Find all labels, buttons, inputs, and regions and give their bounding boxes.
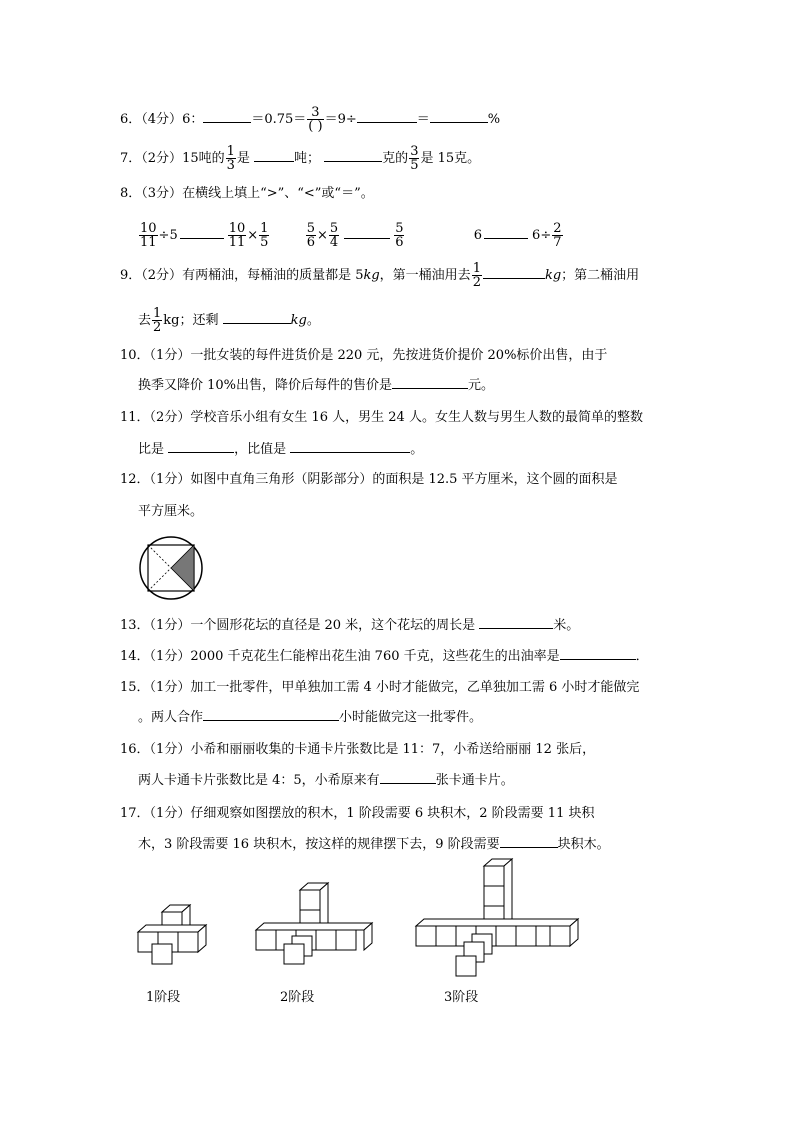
- numerator: 10: [140, 221, 157, 236]
- numerator: 5: [329, 221, 339, 236]
- answer-blank[interactable]: [203, 708, 339, 721]
- fraction: [307, 106, 323, 133]
- text: 在横线上填上“>”、“<”或“＝”。: [182, 186, 374, 201]
- question-12: [120, 470, 618, 490]
- numerator: 1: [472, 261, 481, 276]
- fraction: [394, 222, 404, 249]
- text: 小时能做完这一批零件。: [339, 710, 483, 725]
- score: （1分）: [149, 472, 191, 487]
- question-13: [120, 616, 579, 636]
- fraction: [409, 145, 419, 172]
- question-10-line2: [138, 376, 494, 396]
- text: 仔细观察如图摆放的积木，1 阶段需要 6 块积木，2 阶段需要 11 块积: [190, 806, 595, 821]
- score: （1分）: [149, 806, 191, 821]
- question-16-line2: [138, 771, 514, 791]
- caption-text: 2阶段: [280, 990, 315, 1005]
- question-6: [120, 106, 500, 133]
- question-9: [120, 262, 639, 289]
- text: %: [487, 112, 501, 127]
- denominator: 7: [553, 235, 562, 250]
- answer-blank[interactable]: [392, 376, 468, 389]
- denominator: 3: [226, 158, 235, 173]
- stage-1-caption: [146, 986, 180, 1005]
- question-12-line2: [138, 502, 203, 522]
- question-11: [120, 408, 643, 428]
- text: 一个圆形花坛的直径是 20 米，这个花坛的周长是: [190, 618, 480, 633]
- score: （2分）: [141, 151, 183, 166]
- caption-text: 1阶段: [146, 990, 181, 1005]
- text: 6: [473, 228, 483, 243]
- text: ；第二桶油用: [561, 268, 640, 283]
- score: （4分）: [141, 112, 183, 127]
- denominator: 5: [410, 158, 419, 173]
- text: 6：: [182, 112, 204, 127]
- question-number: 13．: [120, 618, 150, 633]
- text: 去: [138, 313, 152, 328]
- question-number: 8．: [120, 186, 142, 201]
- text: kg；还剩: [163, 313, 223, 328]
- stage-1-blocks: [130, 898, 220, 970]
- numerator: 3: [307, 106, 323, 120]
- question-number: 17．: [120, 806, 150, 821]
- fraction: [472, 262, 482, 289]
- answer-blank[interactable]: [479, 616, 553, 629]
- question-number: 6．: [120, 112, 142, 127]
- question-15-line2: [138, 708, 482, 728]
- question-number: 9．: [120, 268, 142, 283]
- question-number: 16．: [120, 742, 150, 757]
- question-8-expressions: [138, 222, 564, 249]
- fraction: [139, 222, 158, 249]
- question-10: [120, 346, 607, 366]
- text: 米。: [553, 618, 580, 633]
- denominator: 5: [260, 235, 269, 250]
- denominator: 6: [306, 235, 316, 250]
- text: 平方厘米。: [138, 504, 204, 519]
- answer-blank[interactable]: [168, 440, 234, 453]
- question-17: [120, 804, 594, 824]
- question-15: [120, 678, 639, 698]
- score: （2分）: [141, 268, 183, 283]
- text: 张卡通卡片。: [435, 773, 514, 788]
- question-number: 7．: [120, 151, 142, 166]
- answer-blank[interactable]: [324, 149, 382, 162]
- answer-blank[interactable]: [560, 647, 636, 660]
- fraction: [329, 222, 339, 249]
- answer-blank[interactable]: [484, 226, 528, 239]
- denominator: 11: [140, 235, 157, 250]
- numerator: 5: [395, 221, 404, 236]
- unit: kg: [363, 268, 380, 283]
- question-9-line2: [138, 307, 320, 334]
- caption-text: 3阶段: [444, 990, 479, 1005]
- question-number: 14．: [120, 649, 150, 664]
- score: （1分）: [149, 348, 191, 363]
- operator: ×: [247, 228, 259, 243]
- unit: kg: [290, 313, 307, 328]
- question-number: 15．: [120, 680, 150, 695]
- denominator: 11: [228, 235, 246, 250]
- fraction: [306, 222, 316, 249]
- answer-blank[interactable]: [203, 110, 251, 123]
- text: 15吨的: [182, 151, 225, 166]
- question-17-line2: [138, 835, 610, 855]
- text: 块积木。: [557, 837, 610, 852]
- answer-blank[interactable]: [180, 226, 224, 239]
- stage-2-caption: [280, 986, 314, 1005]
- text: 6÷: [532, 228, 552, 243]
- operator: ÷5: [158, 228, 178, 243]
- score: （1分）: [149, 742, 191, 757]
- numerator: 3: [410, 144, 419, 159]
- fraction: [152, 307, 162, 334]
- text: ＝: [416, 112, 430, 127]
- text: 元。: [468, 378, 495, 393]
- text: 2000 千克花生仁能榨出花生油 760 千克，这些花生的出油率是: [190, 649, 560, 664]
- denominator: 2: [472, 275, 481, 290]
- numerator: 1: [153, 306, 162, 321]
- stage-3-blocks: [412, 856, 582, 984]
- text: 换季又降价 10%出售，降价后每件的售价是: [138, 378, 393, 393]
- circle-square-figure: [136, 536, 206, 600]
- numerator: 10: [228, 221, 246, 236]
- text: ，第一桶油用去: [379, 268, 471, 283]
- text: 加工一批零件，甲单独加工需 4 小时才能做完，乙单独加工需 6 小时才能做完: [190, 680, 640, 695]
- fraction: [259, 222, 269, 249]
- answer-blank[interactable]: [254, 149, 294, 162]
- question-14: [120, 647, 649, 667]
- text: 。: [410, 442, 424, 457]
- text: 是: [236, 151, 255, 166]
- text: ．: [635, 649, 649, 664]
- score: （1分）: [149, 649, 191, 664]
- text: 两人卡通卡片张数比是 4：5，小希原来有: [138, 773, 380, 788]
- fraction: [552, 222, 562, 249]
- question-number: 10．: [120, 348, 150, 363]
- denominator: 2: [153, 320, 162, 335]
- answer-blank[interactable]: [483, 266, 545, 279]
- question-number: 11．: [120, 410, 150, 425]
- question-8: [120, 184, 374, 204]
- text: ，比值是: [234, 442, 291, 457]
- text: ＝9÷: [324, 112, 357, 127]
- text: 有两桶油，每桶油的质量都是 5: [182, 268, 364, 283]
- answer-blank[interactable]: [290, 440, 410, 453]
- text: 一批女装的每件进货价是 220 元，先按进货价提价 20%标价出售，由于: [190, 348, 608, 363]
- score: （1分）: [149, 618, 191, 633]
- answer-blank[interactable]: [357, 110, 417, 123]
- denominator: 6: [395, 235, 404, 250]
- denominator: ( ): [308, 119, 323, 134]
- answer-blank[interactable]: [430, 110, 488, 123]
- numerator: 1: [260, 221, 269, 236]
- fraction: [228, 222, 247, 249]
- question-number: 12．: [120, 472, 150, 487]
- text: 。两人合作: [138, 710, 204, 725]
- text: ＝0.75＝: [251, 112, 307, 127]
- question-11-line2: [138, 440, 423, 460]
- text: 吨；: [294, 151, 325, 166]
- answer-blank[interactable]: [380, 771, 436, 784]
- fraction: [226, 145, 236, 172]
- numerator: 5: [306, 221, 316, 236]
- answer-blank[interactable]: [500, 835, 558, 848]
- text: 如图中直角三角形（阴影部分）的面积是 12.5 平方厘米，这个圆的面积是: [190, 472, 618, 487]
- diagonal: [148, 568, 171, 591]
- score: （2分）: [149, 410, 191, 425]
- answer-blank[interactable]: [223, 311, 291, 324]
- question-16: [120, 740, 595, 760]
- answer-blank[interactable]: [344, 226, 390, 239]
- diagonal: [148, 545, 171, 568]
- question-7: [120, 145, 480, 172]
- text: 。: [306, 313, 320, 328]
- text: 比是: [138, 442, 169, 457]
- text: 木，3 阶段需要 16 块积木，按这样的规律摆下去，9 阶段需要: [138, 837, 500, 852]
- stage-2-blocks: [250, 880, 380, 976]
- text: 克的: [382, 151, 409, 166]
- numerator: 1: [226, 144, 235, 159]
- text: 是 15克。: [420, 151, 481, 166]
- operator: ×: [317, 228, 328, 243]
- shaded-triangle: [171, 545, 194, 591]
- text: 学校音乐小组有女生 16 人，男生 24 人。女生人数与男生人数的最简单的整数: [190, 410, 643, 425]
- denominator: 4: [329, 235, 339, 250]
- unit: kg: [544, 268, 562, 283]
- score: （1分）: [149, 680, 191, 695]
- score: （3分）: [141, 186, 183, 201]
- stage-3-caption: [444, 986, 478, 1005]
- numerator: 2: [553, 221, 562, 236]
- text: 小希和丽丽收集的卡通卡片张数比是 11：7，小希送给丽丽 12 张后，: [190, 742, 596, 757]
